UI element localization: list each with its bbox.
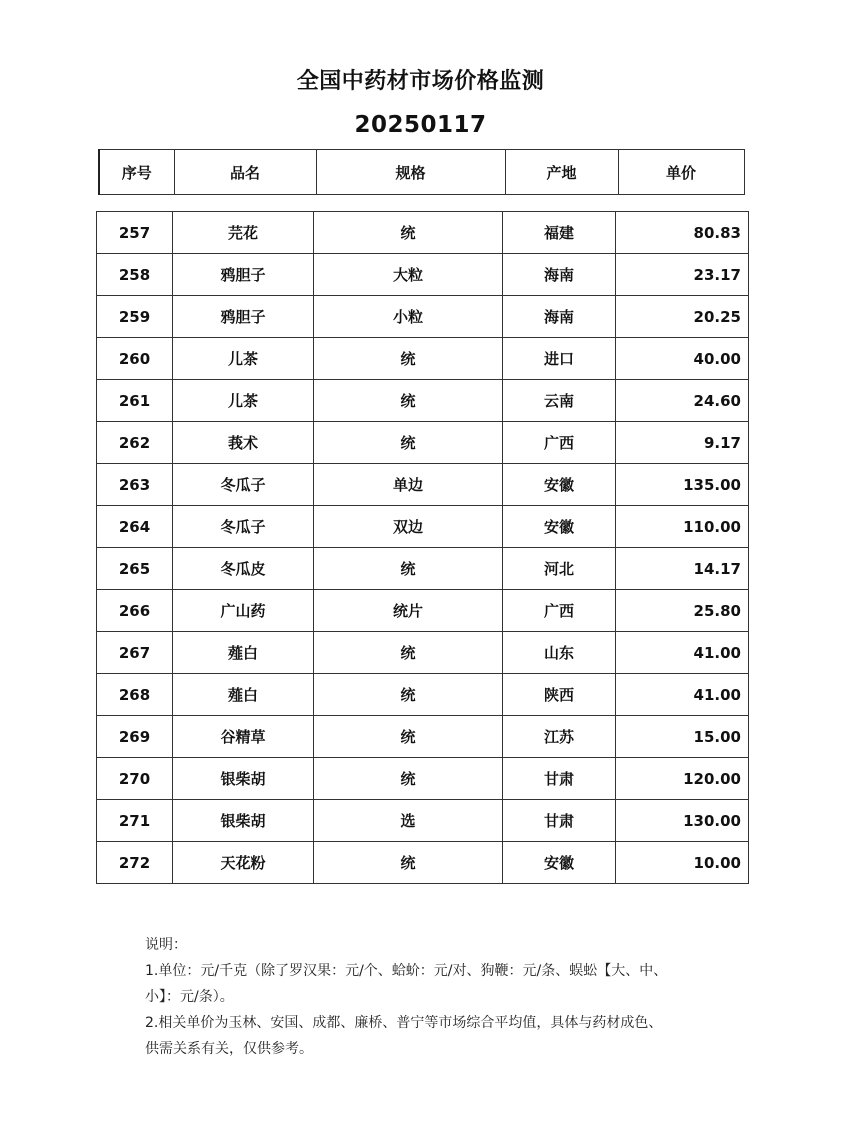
cell-price: 130.00 bbox=[616, 800, 749, 842]
table-row bbox=[97, 758, 749, 800]
cell-origin: 山东 bbox=[503, 632, 616, 674]
table-row bbox=[97, 422, 749, 464]
cell-name: 银柴胡 bbox=[173, 800, 314, 842]
cell-no: 259 bbox=[97, 296, 173, 338]
cell-origin: 甘肃 bbox=[503, 758, 616, 800]
table-row bbox=[97, 296, 749, 338]
cell-name: 薤白 bbox=[173, 632, 314, 674]
page-title: 全国中药材市场价格监测 bbox=[296, 69, 545, 94]
cell-origin: 海南 bbox=[503, 296, 616, 338]
cell-no: 268 bbox=[97, 674, 173, 716]
table-row bbox=[97, 842, 749, 884]
cell-no: 267 bbox=[97, 632, 173, 674]
price-table-header bbox=[98, 149, 745, 195]
cell-origin: 广西 bbox=[503, 590, 616, 632]
cell-spec: 选 bbox=[314, 800, 503, 842]
cell-no: 271 bbox=[97, 800, 173, 842]
cell-price: 20.25 bbox=[616, 296, 749, 338]
cell-origin: 江苏 bbox=[503, 716, 616, 758]
cell-origin: 海南 bbox=[503, 254, 616, 296]
cell-origin: 云南 bbox=[503, 380, 616, 422]
cell-name: 广山药 bbox=[173, 590, 314, 632]
notes-heading: 说明： bbox=[145, 937, 187, 953]
column-header-spec: 规格 bbox=[316, 150, 505, 195]
cell-name: 冬瓜子 bbox=[173, 506, 314, 548]
cell-spec: 统 bbox=[314, 674, 503, 716]
cell-spec: 统 bbox=[314, 380, 503, 422]
cell-origin: 广西 bbox=[503, 422, 616, 464]
cell-no: 262 bbox=[97, 422, 173, 464]
cell-spec: 统 bbox=[314, 212, 503, 254]
cell-name: 芫花 bbox=[173, 212, 314, 254]
cell-origin: 进口 bbox=[503, 338, 616, 380]
cell-origin: 陕西 bbox=[503, 674, 616, 716]
table-row bbox=[97, 674, 749, 716]
table-row bbox=[97, 212, 749, 254]
table-row bbox=[97, 632, 749, 674]
cell-origin: 河北 bbox=[503, 548, 616, 590]
cell-name: 儿茶 bbox=[173, 338, 314, 380]
cell-price: 41.00 bbox=[616, 632, 749, 674]
table-row bbox=[97, 254, 749, 296]
cell-price: 23.17 bbox=[616, 254, 749, 296]
cell-origin: 安徽 bbox=[503, 506, 616, 548]
cell-price: 110.00 bbox=[616, 506, 749, 548]
cell-no: 257 bbox=[97, 212, 173, 254]
cell-no: 272 bbox=[97, 842, 173, 884]
cell-origin: 福建 bbox=[503, 212, 616, 254]
cell-price: 25.80 bbox=[616, 590, 749, 632]
table-row bbox=[97, 716, 749, 758]
cell-origin: 甘肃 bbox=[503, 800, 616, 842]
table-row bbox=[97, 464, 749, 506]
column-header-no: 序号 bbox=[99, 150, 174, 195]
cell-no: 261 bbox=[97, 380, 173, 422]
notes-line: 小】：元/条）。 bbox=[145, 989, 234, 1005]
cell-no: 266 bbox=[97, 590, 173, 632]
cell-spec: 统 bbox=[314, 632, 503, 674]
cell-price: 80.83 bbox=[616, 212, 749, 254]
cell-price: 120.00 bbox=[616, 758, 749, 800]
cell-spec: 统片 bbox=[314, 590, 503, 632]
cell-name: 鸦胆子 bbox=[173, 254, 314, 296]
cell-price: 40.00 bbox=[616, 338, 749, 380]
cell-name: 莪术 bbox=[173, 422, 314, 464]
table-row bbox=[97, 380, 749, 422]
cell-name: 天花粉 bbox=[173, 842, 314, 884]
cell-name: 薤白 bbox=[173, 674, 314, 716]
cell-spec: 统 bbox=[314, 548, 503, 590]
cell-spec: 单边 bbox=[314, 464, 503, 506]
cell-spec: 统 bbox=[314, 338, 503, 380]
column-header-origin: 产地 bbox=[505, 150, 618, 195]
notes-line: 供需关系有关，仅供参考。 bbox=[145, 1041, 313, 1057]
cell-price: 41.00 bbox=[616, 674, 749, 716]
cell-name: 鸦胆子 bbox=[173, 296, 314, 338]
header-row bbox=[99, 150, 744, 195]
notes-line: 1.单位：元/千克（除了罗汉果：元/个、蛤蚧：元/对、狗鞭：元/条、蜈蚣【大、中、 bbox=[145, 963, 668, 979]
cell-no: 264 bbox=[97, 506, 173, 548]
cell-price: 14.17 bbox=[616, 548, 749, 590]
price-table bbox=[96, 211, 749, 884]
column-header-name: 品名 bbox=[174, 150, 316, 195]
report-date: 20250117 bbox=[354, 112, 487, 138]
cell-price: 24.60 bbox=[616, 380, 749, 422]
cell-no: 269 bbox=[97, 716, 173, 758]
cell-name: 儿茶 bbox=[173, 380, 314, 422]
cell-name: 冬瓜子 bbox=[173, 464, 314, 506]
cell-spec: 小粒 bbox=[314, 296, 503, 338]
table-row bbox=[97, 800, 749, 842]
table-row bbox=[97, 338, 749, 380]
cell-spec: 统 bbox=[314, 422, 503, 464]
cell-price: 9.17 bbox=[616, 422, 749, 464]
cell-price: 15.00 bbox=[616, 716, 749, 758]
cell-spec: 双边 bbox=[314, 506, 503, 548]
notes-line: 2.相关单价为玉林、安国、成都、廉桥、普宁等市场综合平均值，具体与药材成色、 bbox=[145, 1015, 663, 1031]
cell-no: 260 bbox=[97, 338, 173, 380]
cell-no: 270 bbox=[97, 758, 173, 800]
cell-spec: 大粒 bbox=[314, 254, 503, 296]
cell-spec: 统 bbox=[314, 716, 503, 758]
column-header-price: 单价 bbox=[618, 150, 744, 195]
cell-no: 258 bbox=[97, 254, 173, 296]
cell-name: 冬瓜皮 bbox=[173, 548, 314, 590]
table-row bbox=[97, 548, 749, 590]
cell-no: 265 bbox=[97, 548, 173, 590]
table-row bbox=[97, 506, 749, 548]
cell-name: 银柴胡 bbox=[173, 758, 314, 800]
cell-origin: 安徽 bbox=[503, 842, 616, 884]
cell-no: 263 bbox=[97, 464, 173, 506]
cell-name: 谷精草 bbox=[173, 716, 314, 758]
cell-spec: 统 bbox=[314, 758, 503, 800]
cell-price: 10.00 bbox=[616, 842, 749, 884]
cell-price: 135.00 bbox=[616, 464, 749, 506]
notes-section bbox=[145, 932, 705, 1062]
cell-spec: 统 bbox=[314, 842, 503, 884]
cell-origin: 安徽 bbox=[503, 464, 616, 506]
table-row bbox=[97, 590, 749, 632]
